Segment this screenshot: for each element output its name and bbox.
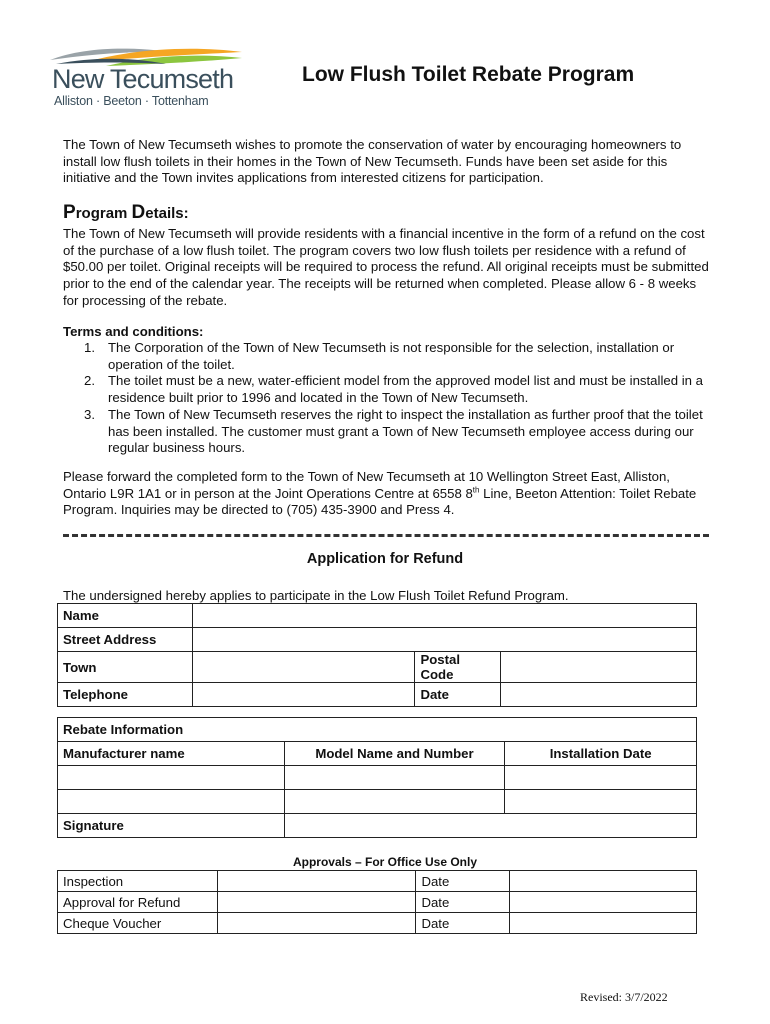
table-row [58,683,697,707]
approval-date-label: Date [416,871,510,892]
term-number: 2. [84,373,95,389]
table-row [58,913,697,934]
approval-field[interactable] [217,871,416,892]
rebate-info-heading: Rebate Information [58,718,697,742]
manufacturer-name-header: Manufacturer name [58,742,285,766]
table-row [58,892,697,913]
approval-field[interactable] [217,913,416,934]
heading-cap-d: D [131,202,146,223]
street-address-label: Street Address [58,628,193,652]
installation-date-header: Installation Date [505,742,697,766]
town-label: Town [58,652,193,683]
approval-date-field[interactable] [510,913,697,934]
term-number: 3. [84,406,95,422]
term-text: The Town of New Tecumseth reserves the right to inspect the installation as further proof that the toilet has been installed. The customer must grant a Town of New Tecumseth employee access during our regular business hours. [108,406,703,456]
approval-field[interactable] [217,892,416,913]
forward-sup: th [472,485,480,495]
table-row [58,742,697,766]
table-row [58,790,697,814]
terms-heading: Terms and conditions: [63,324,204,339]
page-title: Low Flush Toilet Rebate Program [302,63,635,86]
program-details-paragraph: The Town of New Tecumseth will provide residents with a financial incentive in the form of a refund on the cost of the purchase of a low flush toilet. The program covers two low flush toilets per residence with a refund of $50.00 per toilet. Original receipts will be required to process the refund. All original receipts must be submitted prior to the end of the calendar year. The receipts will be returned when completed. Please allow 6 - 8 weeks for processing of the rebate. [63,226,709,308]
table-row [58,766,697,790]
manufacturer-field-1[interactable] [58,766,285,790]
signature-label: Signature [58,814,285,838]
model-field-1[interactable] [284,766,505,790]
heading-cap-p: P [63,202,76,223]
rebate-info-table [57,717,697,838]
approval-label: Inspection [58,871,218,892]
cut-line-divider [63,534,709,537]
postal-code-field[interactable] [501,652,697,683]
installation-date-field-1[interactable] [505,766,697,790]
telephone-field[interactable] [192,683,415,707]
term-item [63,373,723,406]
approval-date-label: Date [416,892,510,913]
new-tecumseth-logo [46,44,246,110]
postal-code-label: Postal Code [415,652,501,683]
street-address-field[interactable] [192,628,696,652]
town-field[interactable] [192,652,415,683]
revised-date: Revised: 3/7/2022 [580,990,668,1004]
table-row [58,814,697,838]
application-title [0,551,770,567]
forward-part-2: Line, Beeton Attention: Toilet Rebate Program. Inquiries may be directed to (705) 435-3900 and Press 4. [63,485,697,518]
logo-name: New Tecumseth [52,64,234,94]
application-title-text: Application for Refund [306,551,464,567]
table-row [58,604,697,628]
date-label: Date [415,683,501,707]
forward-part-1: Please forward the completed form to the Town of New Tecumseth at 10 Wellington Street East, Alliston, Ontario L9R 1A1 or in person at the Joint Operations Centre at 6558 8 [63,469,670,501]
approval-date-label: Date [416,913,510,934]
terms-list [63,340,723,457]
approval-label: Cheque Voucher [58,913,218,934]
table-row [58,652,697,683]
table-row [58,718,697,742]
applicant-info-table [57,603,697,707]
intro-paragraph: The Town of New Tecumseth wishes to promote the conservation of water by encouraging homeowners to install low flush toilets in their homes in the Town of New Tecumseth. Funds have been set aside for this initiative and the Town invites applications from interested citizens for participation. [63,137,682,186]
manufacturer-field-2[interactable] [58,790,285,814]
term-number: 1. [84,340,95,355]
program-details-heading [63,202,189,224]
heading-rest-d: etails: [145,205,189,222]
approval-label: Approval for Refund [58,892,218,913]
approvals-heading: Approvals – For Office Use Only [292,855,478,869]
term-item [63,340,723,373]
table-row [58,871,697,892]
telephone-label: Telephone [58,683,193,707]
approval-date-field[interactable] [510,871,697,892]
table-row [58,628,697,652]
date-field[interactable] [501,683,697,707]
model-name-header: Model Name and Number [284,742,505,766]
term-text: The toilet must be a new, water-efficient model from the approved model list and must be installed in a residence built prior to 1996 and located in the Town of New Tecumseth. [108,373,703,406]
installation-date-field-2[interactable] [505,790,697,814]
undersigned-statement: The undersigned hereby applies to participate in the Low Flush Toilet Refund Program. [63,588,569,603]
approval-date-field[interactable] [510,892,697,913]
model-field-2[interactable] [284,790,505,814]
office-approvals-table [57,870,697,934]
heading-rest-p: rogram [75,205,132,222]
name-field[interactable] [192,604,696,628]
forward-instructions [63,469,713,519]
term-item [63,407,723,457]
term-text: The Corporation of the Town of New Tecumseth is not responsible for the selection, installation or operation of the toilet. [108,340,675,372]
name-label: Name [58,604,193,628]
signature-field[interactable] [284,814,696,838]
logo-tagline: Alliston · Beeton · Tottenham [54,94,209,108]
